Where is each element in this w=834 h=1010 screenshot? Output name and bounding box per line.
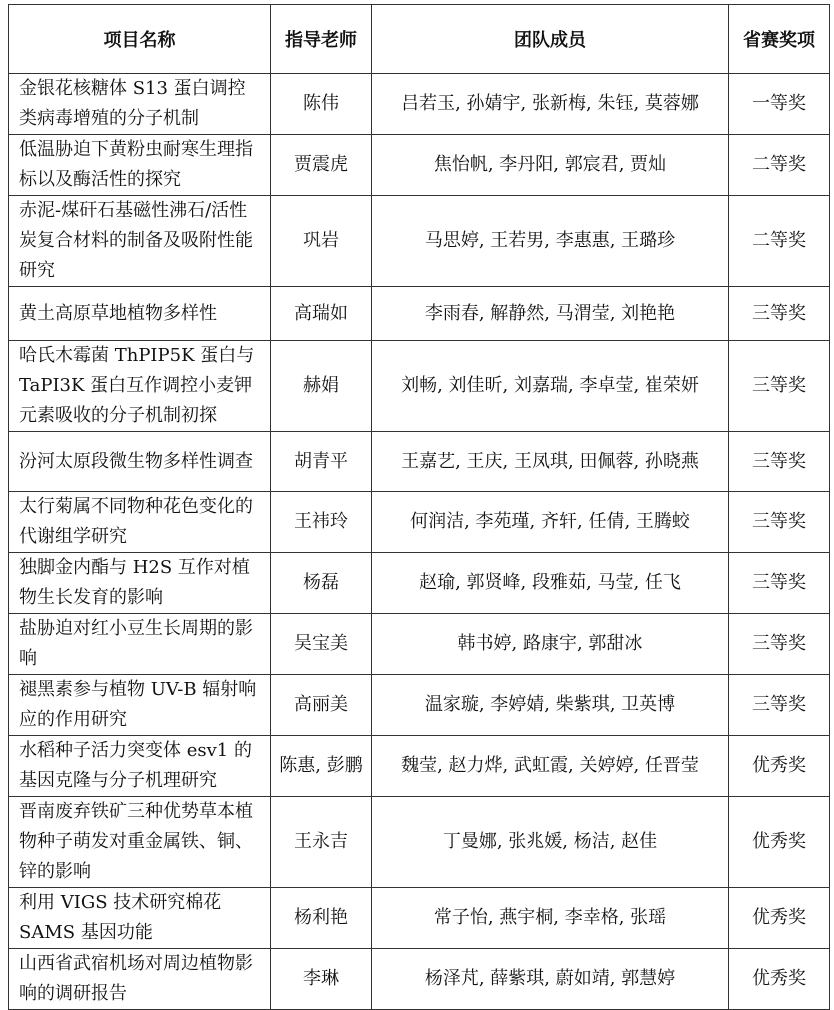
table-row [9, 432, 830, 492]
advisor: 巩岩 [271, 196, 372, 287]
award: 二等奖 [729, 196, 830, 287]
team-members: 丁曼娜, 张兆媛, 杨洁, 赵佳 [372, 797, 729, 888]
advisor: 贾震虎 [271, 135, 372, 196]
project-name: 盐胁迫对红小豆生长周期的影响 [9, 614, 271, 675]
advisor: 杨磊 [271, 553, 372, 614]
project-name: 黄土高原草地植物多样性 [9, 287, 271, 341]
team-members: 温家璇, 李婷婧, 柴紫琪, 卫英博 [372, 675, 729, 736]
project-name: 太行菊属不同物种花色变化的代谢组学研究 [9, 492, 271, 553]
project-name: 水稻种子活力突变体 esv1 的基因克隆与分子机理研究 [9, 736, 271, 797]
team-members: 常子怡, 燕宇桐, 李幸格, 张瑶 [372, 888, 729, 949]
advisor: 高瑞如 [271, 287, 372, 341]
table-row [9, 553, 830, 614]
award: 三等奖 [729, 614, 830, 675]
project-name: 哈氏木霉菌 ThPIP5K 蛋白与 TaPI3K 蛋白互作调控小麦钾元素吸收的分子机制初探 [9, 341, 271, 432]
table-row [9, 949, 830, 1010]
header-project-name: 项目名称 [9, 5, 271, 74]
award: 三等奖 [729, 553, 830, 614]
table-row [9, 492, 830, 553]
award-table [8, 4, 830, 1010]
award: 三等奖 [729, 341, 830, 432]
table-row [9, 614, 830, 675]
team-members: 刘畅, 刘佳昕, 刘嘉瑞, 李卓莹, 崔荣妍 [372, 341, 729, 432]
team-members: 韩书婷, 路康宇, 郭甜冰 [372, 614, 729, 675]
advisor: 陈伟 [271, 74, 372, 135]
project-name: 晋南废弃铁矿三种优势草本植物种子萌发对重金属铁、铜、锌的影响 [9, 797, 271, 888]
advisor: 吴宝美 [271, 614, 372, 675]
award: 三等奖 [729, 287, 830, 341]
award: 三等奖 [729, 675, 830, 736]
advisor: 高丽美 [271, 675, 372, 736]
project-name: 褪黑素参与植物 UV-B 辐射响应的作用研究 [9, 675, 271, 736]
advisor: 李琳 [271, 949, 372, 1010]
award: 优秀奖 [729, 949, 830, 1010]
advisor: 杨利艳 [271, 888, 372, 949]
team-members: 焦怡帆, 李丹阳, 郭宸君, 贾灿 [372, 135, 729, 196]
project-name: 山西省武宿机场对周边植物影响的调研报告 [9, 949, 271, 1010]
table-row [9, 341, 830, 432]
team-members: 王嘉艺, 王庆, 王凤琪, 田佩蓉, 孙晓燕 [372, 432, 729, 492]
team-members: 魏莹, 赵力烨, 武虹霞, 关婷婷, 任晋莹 [372, 736, 729, 797]
header-advisor: 指导老师 [271, 5, 372, 74]
project-name: 赤泥-煤矸石基磁性沸石/活性炭复合材料的制备及吸附性能研究 [9, 196, 271, 287]
advisor: 赫娟 [271, 341, 372, 432]
award: 优秀奖 [729, 797, 830, 888]
table-row [9, 675, 830, 736]
table-row [9, 797, 830, 888]
award: 二等奖 [729, 135, 830, 196]
advisor: 王祎玲 [271, 492, 372, 553]
header-row [9, 5, 830, 74]
team-members: 李雨春, 解静然, 马渭莹, 刘艳艳 [372, 287, 729, 341]
team-members: 马思婷, 王若男, 李惠惠, 王璐珍 [372, 196, 729, 287]
table-row [9, 196, 830, 287]
table-row [9, 135, 830, 196]
team-members: 赵瑜, 郭贤峰, 段雅茹, 马莹, 任飞 [372, 553, 729, 614]
advisor: 王永吉 [271, 797, 372, 888]
advisor: 胡青平 [271, 432, 372, 492]
team-members: 吕若玉, 孙婧宇, 张新梅, 朱钰, 莫蓉娜 [372, 74, 729, 135]
award: 优秀奖 [729, 736, 830, 797]
header-team-members: 团队成员 [372, 5, 729, 74]
team-members: 杨泽芃, 薛紫琪, 蔚如靖, 郭慧婷 [372, 949, 729, 1010]
project-name: 汾河太原段微生物多样性调查 [9, 432, 271, 492]
team-members: 何润洁, 李苑瑾, 齐轩, 任倩, 王腾蛟 [372, 492, 729, 553]
project-name: 独脚金内酯与 H2S 互作对植物生长发育的影响 [9, 553, 271, 614]
award: 优秀奖 [729, 888, 830, 949]
award: 三等奖 [729, 432, 830, 492]
project-name: 利用 VIGS 技术研究棉花 SAMS 基因功能 [9, 888, 271, 949]
table-row [9, 287, 830, 341]
project-name: 金银花核糖体 S13 蛋白调控类病毒增殖的分子机制 [9, 74, 271, 135]
award: 三等奖 [729, 492, 830, 553]
header-award: 省赛奖项 [729, 5, 830, 74]
award: 一等奖 [729, 74, 830, 135]
table-row [9, 74, 830, 135]
project-name: 低温胁迫下黄粉虫耐寒生理指标以及酶活性的探究 [9, 135, 271, 196]
table-row [9, 736, 830, 797]
advisor: 陈惠, 彭鹏 [271, 736, 372, 797]
table-row [9, 888, 830, 949]
